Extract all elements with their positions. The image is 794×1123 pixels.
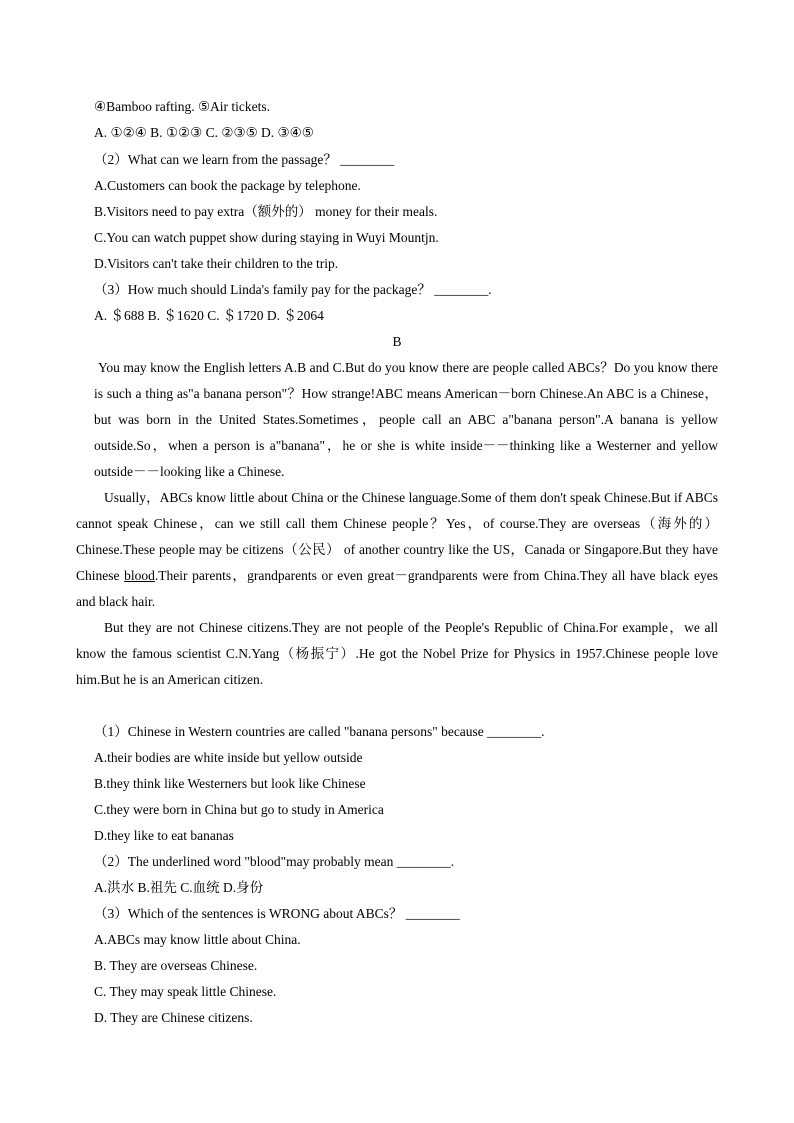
q1-answer-choices: A. ①②④ B. ①②③ C. ②③⑤ D. ③④⑤	[94, 125, 314, 140]
b-q3-option-c: C. They may speak little Chinese.	[94, 984, 277, 999]
b-q1-option-d: D.they like to eat bananas	[94, 828, 234, 843]
b-q1-option-a: A.their bodies are white inside but yellow outside	[94, 750, 363, 765]
b-q3-option-d: D. They are Chinese citizens.	[94, 1010, 253, 1025]
b-q1-option-c: C.they were born in China but go to study in America	[94, 802, 384, 817]
b-q1-option-b: B.they think like Westerners but look like Chinese	[94, 776, 366, 791]
b-q3-stem: （3）Which of the sentences is WRONG about ABCs？ ________	[94, 906, 460, 921]
passage-paragraph-3-text: But they are not Chinese citizens.They are not people of the People's Republic of China.For example，we all know the famous scientist C.N.Yang（杨振宁）.He got the Nobel Prize for Physics in 1957.Chinese people love him.But he is an American citizen.	[76, 620, 718, 687]
passage-paragraph-2-text-end: .Their parents，grandparents or even great－grandparents were from China.They all have black eyes and black hair.	[76, 568, 718, 609]
passage-paragraph-1-text: You may know the English letters A.B and C.But do you know there are people called ABCs？Do you know there is such a thing as"a banana person"？How strange!ABC means American－born Chinese.An ABC is a Chinese，but was born in the United States.Sometimes，people call an ABC a"banana person".A banana is yellow outside.So，when a person is a"banana"，he or she is white inside－－thinking like a Westerner and yellow outside－－looking like a Chinese.	[94, 360, 718, 479]
q2-option-d: D.Visitors can't take their children to the trip.	[94, 256, 339, 271]
passage-paragraph-2-text-start: Usually，ABCs know little about China or the Chinese language.Some of them don't speak Chinese.But if ABCs cannot speak Chinese，can we still call them Chinese people？Yes，of course.They are overseas（海外的） Chinese.These people may be citizens（公民） of another country like the US，Canada or Singapore.But they have Chinese	[76, 490, 718, 583]
q2-option-b: B.Visitors need to pay extra（额外的） money for their meals.	[94, 204, 438, 219]
q3-answer-choices: A. ＄688 B. ＄1620 C. ＄1720 D. ＄2064	[94, 308, 324, 323]
option-line-4-5: ④Bamboo rafting. ⑤Air tickets.	[94, 99, 271, 114]
b-q3-option-a: A.ABCs may know little about China.	[94, 932, 301, 947]
q2-option-a: A.Customers can book the package by telephone.	[94, 178, 361, 193]
b-q2-answer-choices: A.洪水 B.祖先 C.血统 D.身份	[94, 880, 264, 895]
underlined-word-blood: blood	[124, 568, 155, 583]
q2-stem: （2）What can we learn from the passage？ ________	[94, 152, 395, 167]
passage-paragraph-1	[94, 355, 718, 485]
q3-stem: （3）How much should Linda's family pay for the package？ ________.	[94, 282, 492, 297]
b-q1-stem: （1）Chinese in Western countries are called "banana persons" because ________.	[94, 724, 545, 739]
passage-paragraph-3	[76, 615, 718, 693]
b-q2-stem: （2）The underlined word "blood"may probably mean ________.	[94, 854, 455, 869]
section-heading-b: B	[392, 334, 402, 349]
b-q3-option-b: B. They are overseas Chinese.	[94, 958, 258, 973]
q2-option-c: C.You can watch puppet show during staying in Wuyi Mountjn.	[94, 230, 439, 245]
passage-paragraph-2	[76, 485, 718, 615]
